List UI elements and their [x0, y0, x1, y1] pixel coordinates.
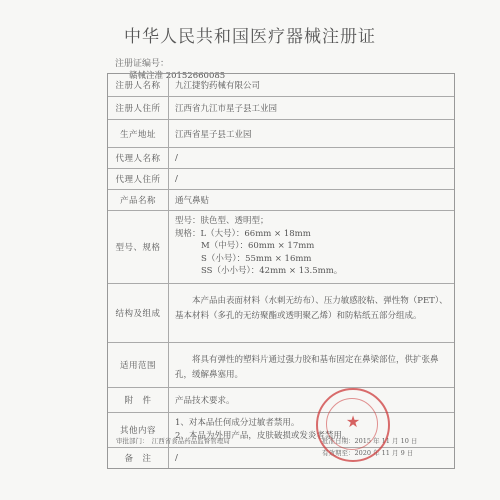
certificate-table — [107, 73, 455, 469]
remark-value: / — [175, 453, 178, 463]
model-label: 型号、规格 — [108, 211, 169, 283]
valid-until: 有效期至：2020 年 11 月 9 日 — [322, 449, 414, 457]
table-row — [108, 147, 454, 168]
other-label: 其他内容 — [108, 413, 169, 447]
model-line: SS（小小号）：42mm × 13.5mm。 — [201, 266, 343, 276]
row-label: 代理人名称 — [108, 148, 169, 168]
model-value — [169, 211, 454, 283]
composition-text: 本产品由表面材料（水刺无纺布）、压力敏感胶粘、弹性物（PET）、基本材料（多孔的无纺聚酯或透明聚乙烯）和防粘纸五部分组成。 — [175, 296, 448, 321]
seal-star-icon: ★ — [345, 412, 361, 431]
scope-row — [108, 342, 454, 387]
table-row — [108, 168, 454, 189]
table-row — [108, 119, 454, 147]
table-row — [108, 96, 454, 119]
composition-row — [108, 283, 454, 342]
other-line: 1、对本品任何成分过敏者禁用。 — [175, 418, 300, 428]
row-label: 注册人住所 — [108, 97, 169, 119]
table-row — [108, 74, 454, 96]
other-line: 2、本品为外用产品，皮肤破损或发炎者禁用。 — [175, 430, 351, 441]
row-value: 九江捷豹药械有限公司 — [175, 81, 261, 91]
attachment-label: 附 件 — [108, 388, 169, 412]
composition-label: 结构及组成 — [108, 284, 169, 342]
row-label: 产品名称 — [108, 190, 169, 210]
approval-date: 批准日期：2015 年 11 月 10 日 — [322, 437, 418, 445]
model-line: 型号：肤色型、透明型； — [175, 216, 269, 226]
row-value: / — [175, 174, 178, 184]
row-value: 江西省九江市星子县工业园 — [175, 104, 278, 114]
model-line: S（小号）：55mm × 16mm — [201, 253, 312, 264]
composition-cell — [169, 284, 454, 342]
row-label: 生产地址 — [108, 120, 169, 147]
row-label: 代理人住所 — [108, 169, 169, 189]
attachment-value: 产品技术要求。 — [175, 396, 235, 406]
model-row — [108, 210, 454, 283]
official-seal-icon — [316, 388, 390, 462]
registration-number-value: 赣械注准 20152660085 — [129, 71, 226, 81]
remark-label: 备 注 — [108, 448, 169, 468]
certificate-title: 中华人民共和国医疗器械注册证 — [124, 27, 376, 47]
row-value: / — [175, 153, 178, 163]
table-row — [108, 189, 454, 210]
scope-cell — [169, 343, 454, 387]
row-label: 注册人名称 — [108, 74, 169, 96]
row-value: 通气鼻贴 — [175, 196, 210, 206]
attachment-row — [108, 387, 454, 412]
model-line: M（中号）：60mm × 17mm — [201, 241, 315, 251]
model-line: 规格：L（大号）：66mm × 18mm — [175, 228, 311, 239]
scope-text: 将具有弹性的塑料片通过强力胶和基布固定在鼻梁部位，供扩张鼻孔，缓解鼻塞用。 — [175, 355, 439, 380]
scope-label: 适用范围 — [108, 343, 169, 387]
row-value: 江西省星子县工业园 — [175, 129, 252, 140]
registration-number-label: 注册证编号： — [115, 59, 170, 69]
approval-department: 审批部门： 江西省食品药品监督管理局 — [116, 437, 230, 445]
